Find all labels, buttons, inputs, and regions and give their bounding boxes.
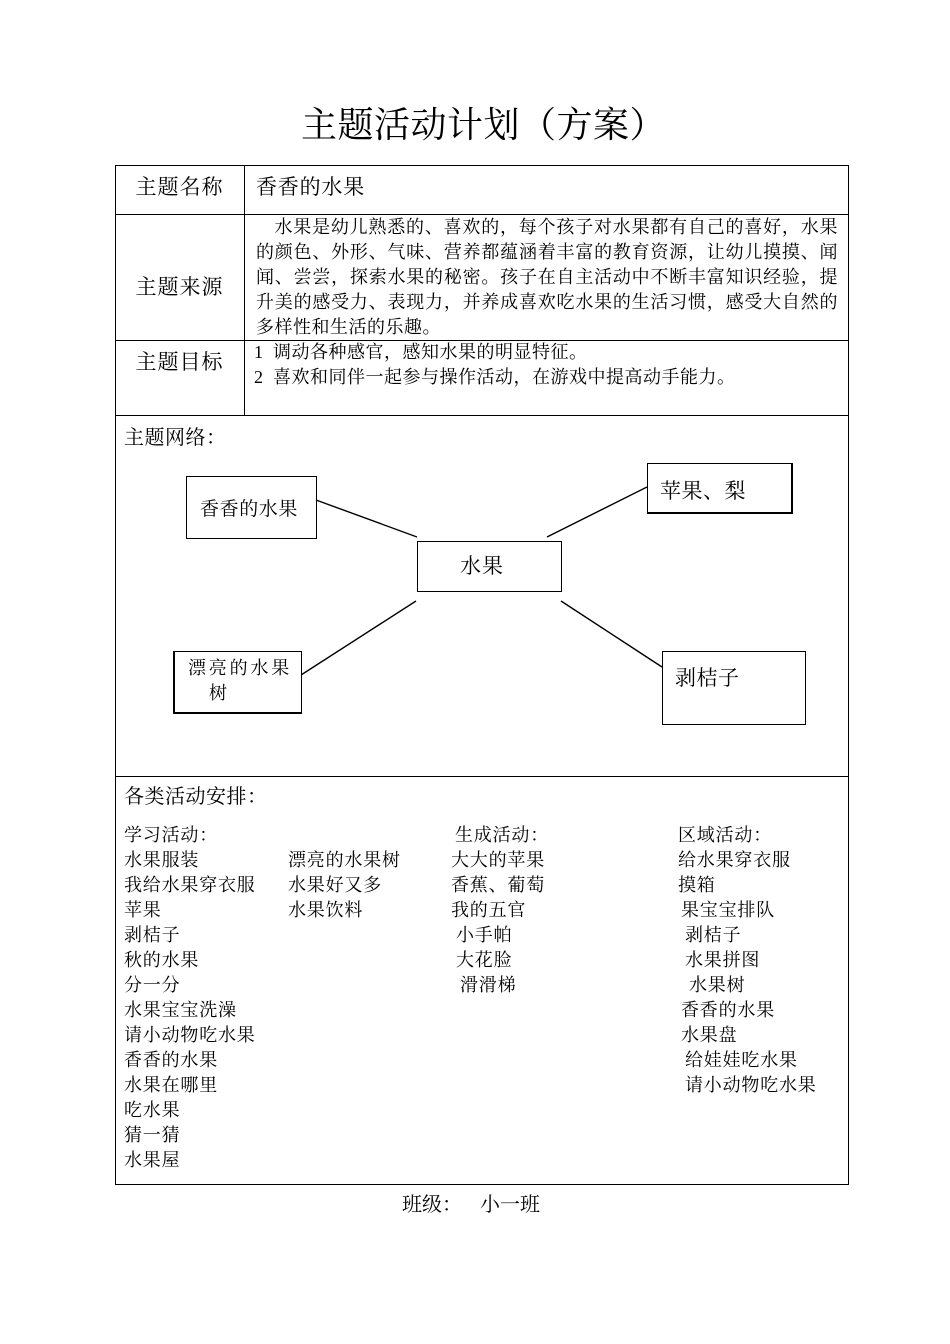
table-rule-3 <box>115 415 849 416</box>
center-label: 水果 <box>460 553 504 578</box>
class-value: 小一班 <box>480 1194 540 1216</box>
network-center-node <box>417 541 562 592</box>
class-label: 班级： <box>402 1194 462 1216</box>
list-item: 给水果穿衣服 <box>678 850 791 870</box>
list-item: 分一分 <box>124 975 181 995</box>
list-item: 水果拼图 <box>685 950 761 970</box>
theme-name-value: 香香的水果 <box>256 175 365 199</box>
theme-name-label: 主题名称 <box>135 175 224 199</box>
generative-heading: 生成活动： <box>455 825 549 845</box>
area-heading: 区域活动： <box>678 825 772 845</box>
node-label: 香香的水果 <box>200 499 299 520</box>
list-item: 吃水果 <box>124 1100 181 1120</box>
page-title: 主题活动计划（方案） <box>300 105 666 145</box>
theme-network-label: 主题网络： <box>124 427 227 449</box>
list-item: 滑滑梯 <box>460 975 517 995</box>
theme-goals-label: 主题目标 <box>135 350 224 374</box>
list-item: 香香的水果 <box>124 1050 218 1070</box>
goal-number: 2 <box>254 367 263 387</box>
list-item: 水果盘 <box>681 1025 738 1045</box>
goal-number: 1 <box>254 342 263 362</box>
list-item: 大大的苹果 <box>451 850 545 870</box>
list-item: 水果服装 <box>124 850 200 870</box>
list-item: 果宝宝排队 <box>681 900 775 920</box>
list-item: 给娃娃吃水果 <box>685 1050 798 1070</box>
network-node-tree: 漂亮的水果树 <box>173 651 302 714</box>
goal-text: 调动各种感官，感知水果的明显特征。 <box>273 342 588 362</box>
list-item: 请小动物吃水果 <box>685 1075 817 1095</box>
list-item: 香蕉、葡萄 <box>451 875 545 895</box>
list-item: 水果饮料 <box>288 900 364 920</box>
class-info <box>402 1192 540 1218</box>
goal-item <box>254 340 848 365</box>
area-activities-column <box>678 823 817 1098</box>
list-item: 秋的水果 <box>124 950 200 970</box>
goal-text: 喜欢和同伴一起参与操作活动，在游戏中提高动手能力。 <box>273 367 736 387</box>
list-item: 苹果 <box>124 900 162 920</box>
list-item: 剥桔子 <box>124 925 181 945</box>
list-item: 水果好又多 <box>288 875 382 895</box>
activities-label: 各类活动安排： <box>124 786 268 808</box>
table-rule-4 <box>115 776 849 777</box>
list-item: 香香的水果 <box>681 1000 775 1020</box>
list-item: 水果在哪里 <box>124 1075 218 1095</box>
learning-activities-column-2 <box>288 848 401 923</box>
list-item: 大花脸 <box>456 950 513 970</box>
list-item: 剥桔子 <box>685 925 742 945</box>
list-item: 摸箱 <box>678 875 716 895</box>
list-item: 请小动物吃水果 <box>124 1025 256 1045</box>
list-item: 水果宝宝洗澡 <box>124 1000 237 1020</box>
theme-source-label: 主题来源 <box>135 275 224 299</box>
list-item: 水果树 <box>689 975 746 995</box>
list-item: 漂亮的水果树 <box>288 850 401 870</box>
network-node-orange: 剥桔子 <box>662 651 806 725</box>
list-item: 我的五官 <box>451 900 527 920</box>
network-node-xiangxiang <box>186 476 317 539</box>
goal-item <box>254 365 848 390</box>
learning-activities-column <box>124 823 256 1173</box>
node-label: 苹果、梨 <box>660 479 746 503</box>
generative-activities-column <box>451 823 549 998</box>
list-item: 我给水果穿衣服 <box>124 875 256 895</box>
theme-source-text: 水果是幼儿熟悉的、喜欢的，每个孩子对水果都有自己的喜好，水果的颜色、外形、气味、营养都蕴涵着丰富的教育资源，让幼儿摸摸、闻闻、尝尝，探索水果的秘密。孩子在自主活动中不断丰富知识经验，提升美的感受力、表现力，并养成喜欢吃水果的生活习惯，感受大自然的多样性和生活的乐趣。 <box>256 217 838 337</box>
learning-heading: 学习活动： <box>124 825 218 845</box>
network-node-apple-pear <box>647 463 793 514</box>
list-item: 小手帕 <box>456 925 513 945</box>
list-item: 水果屋 <box>124 1150 181 1170</box>
list-item: 猜一猜 <box>124 1125 181 1145</box>
theme-goals-list <box>245 340 848 415</box>
